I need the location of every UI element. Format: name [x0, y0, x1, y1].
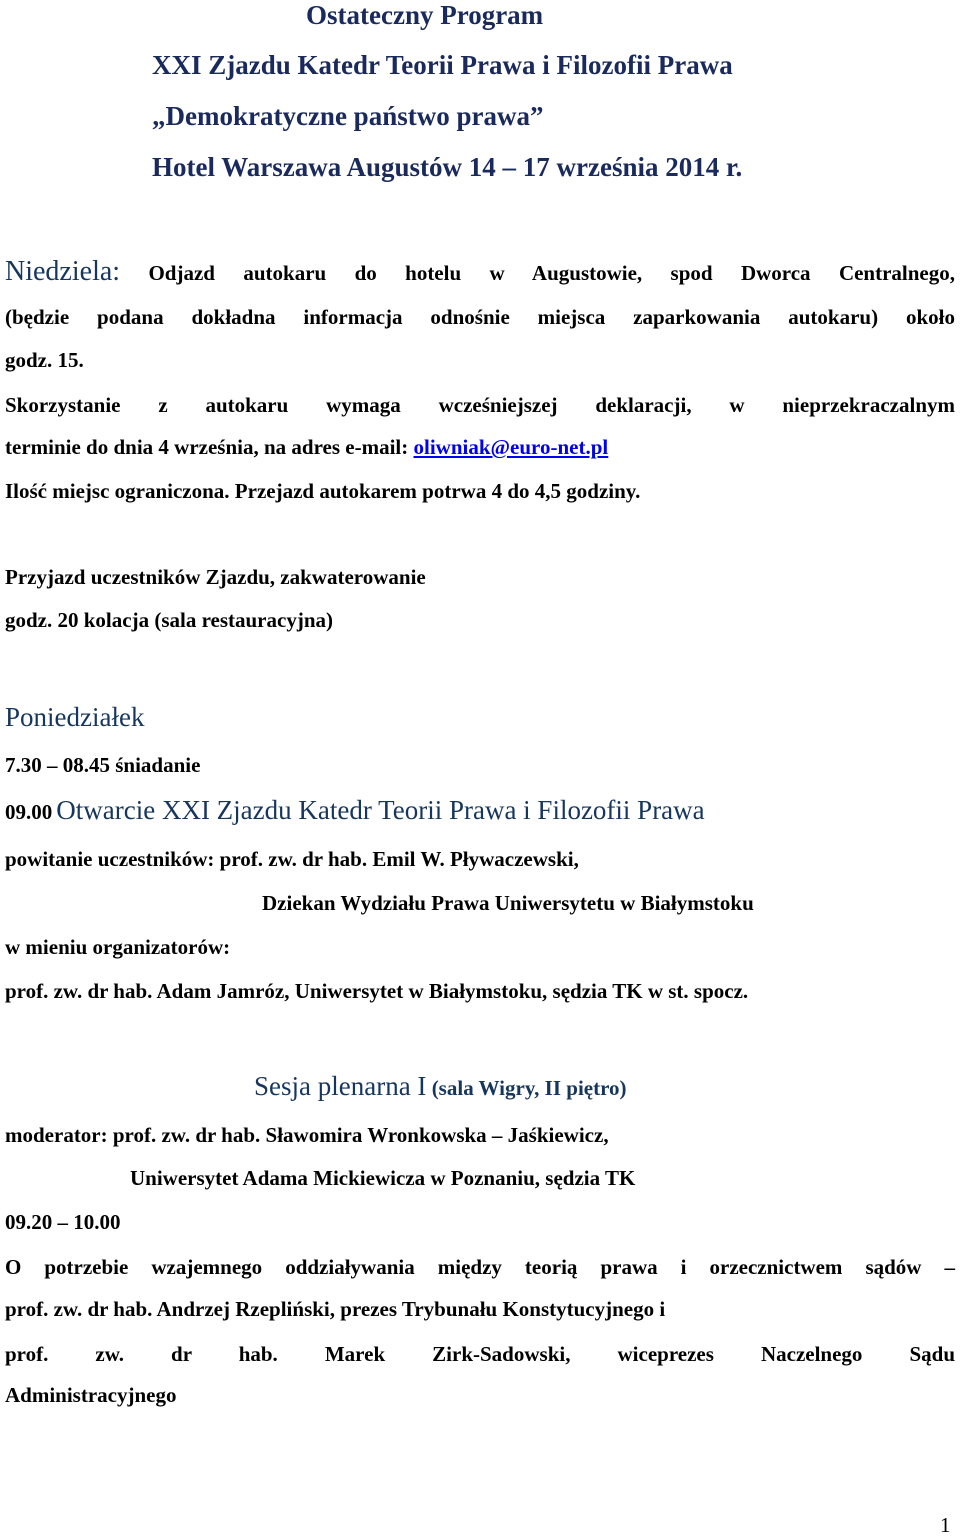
sunday-line-3: godz. 15. — [5, 348, 84, 372]
moderator-affiliation: Uniwersytet Adama Mickiewicza w Poznaniu, sędzia TK — [130, 1166, 636, 1190]
welcome-affiliation: Dziekan Wydziału Prawa Uniwersytetu w Białymstoku — [262, 891, 754, 915]
organizers-label: w mieniu organizatorów: — [5, 935, 231, 959]
sunday-line-4: Skorzystanie z autokaru wymaga wcześniejszej deklaracji, w nieprzekraczalnym — [5, 393, 955, 417]
arrival-text: Przyjazd uczestników Zjazdu, zakwaterowanie — [5, 565, 426, 589]
session-title — [254, 1073, 627, 1100]
deadline-text: terminie do dnia 4 września, na adres e-mail: — [5, 435, 414, 459]
speaker-2: prof. zw. dr hab. Marek Zirk-Sadowski, wiceprezes Naczelnego Sądu — [5, 1342, 955, 1366]
opening-time: 09.00 — [5, 800, 53, 824]
opening-line — [5, 797, 705, 824]
program-title: Ostateczny Program — [306, 0, 544, 30]
day-heading-monday: Poniedziałek — [5, 702, 145, 732]
welcome-text: powitanie uczestników: prof. zw. dr hab. Emil W. Pływaczewski, — [5, 847, 579, 871]
organizers-person: prof. zw. dr hab. Adam Jamróz, Uniwersytet w Białymstoku, sędzia TK w st. spocz. — [5, 979, 749, 1003]
moderator-text: moderator: prof. zw. dr hab. Sławomira Wronkowska – Jaśkiewicz, — [5, 1123, 609, 1147]
sunday-line-2: (będzie podana dokładna informacja odnośnie miejsca zaparkowania autokaru) około — [5, 305, 955, 329]
dinner-text: godz. 20 kolacja (sala restauracyjna) — [5, 608, 333, 632]
day-heading-sunday: Niedziela: — [5, 256, 121, 287]
congress-name: XXI Zjazdu Katedr Teorii Prawa i Filozofii Prawa — [152, 50, 733, 80]
page-number: 1 — [940, 1513, 951, 1537]
sunday-line-5 — [5, 437, 608, 458]
bus-departure-text: Odjazd autokaru do hotelu w Augustowie, spod Dworca Centralnego, — [148, 261, 956, 285]
speaker-1: prof. zw. dr hab. Andrzej Rzepliński, prezes Trybunału Konstytucyjnego i — [5, 1297, 666, 1321]
congress-venue-dates: Hotel Warszawa Augustów 14 – 17 września 2014 r. — [152, 152, 743, 182]
session-name: Sesja plenarna I — [254, 1071, 427, 1101]
talk-time: 09.20 – 10.00 — [5, 1210, 121, 1234]
sunday-line-1 — [5, 256, 955, 288]
opening-title: Otwarcie XXI Zjazdu Katedr Teorii Prawa i Filozofii Prawa — [56, 795, 705, 825]
breakfast-text: 7.30 – 08.45 śniadanie — [5, 753, 201, 777]
session-room: (sala Wigry, II piętro) — [426, 1076, 627, 1100]
sunday-line-6: Ilość miejsc ograniczona. Przejazd autokarem potrwa 4 do 4,5 godziny. — [5, 479, 641, 503]
email-link[interactable]: oliwniak@euro-net.pl — [413, 435, 609, 459]
congress-theme: „Demokratyczne państwo prawa” — [152, 101, 544, 131]
talk-title: O potrzebie wzajemnego oddziaływania między teorią prawa i orzecznictwem sądów – — [5, 1255, 955, 1279]
speaker-2-institution: Administracyjnego — [5, 1383, 177, 1407]
